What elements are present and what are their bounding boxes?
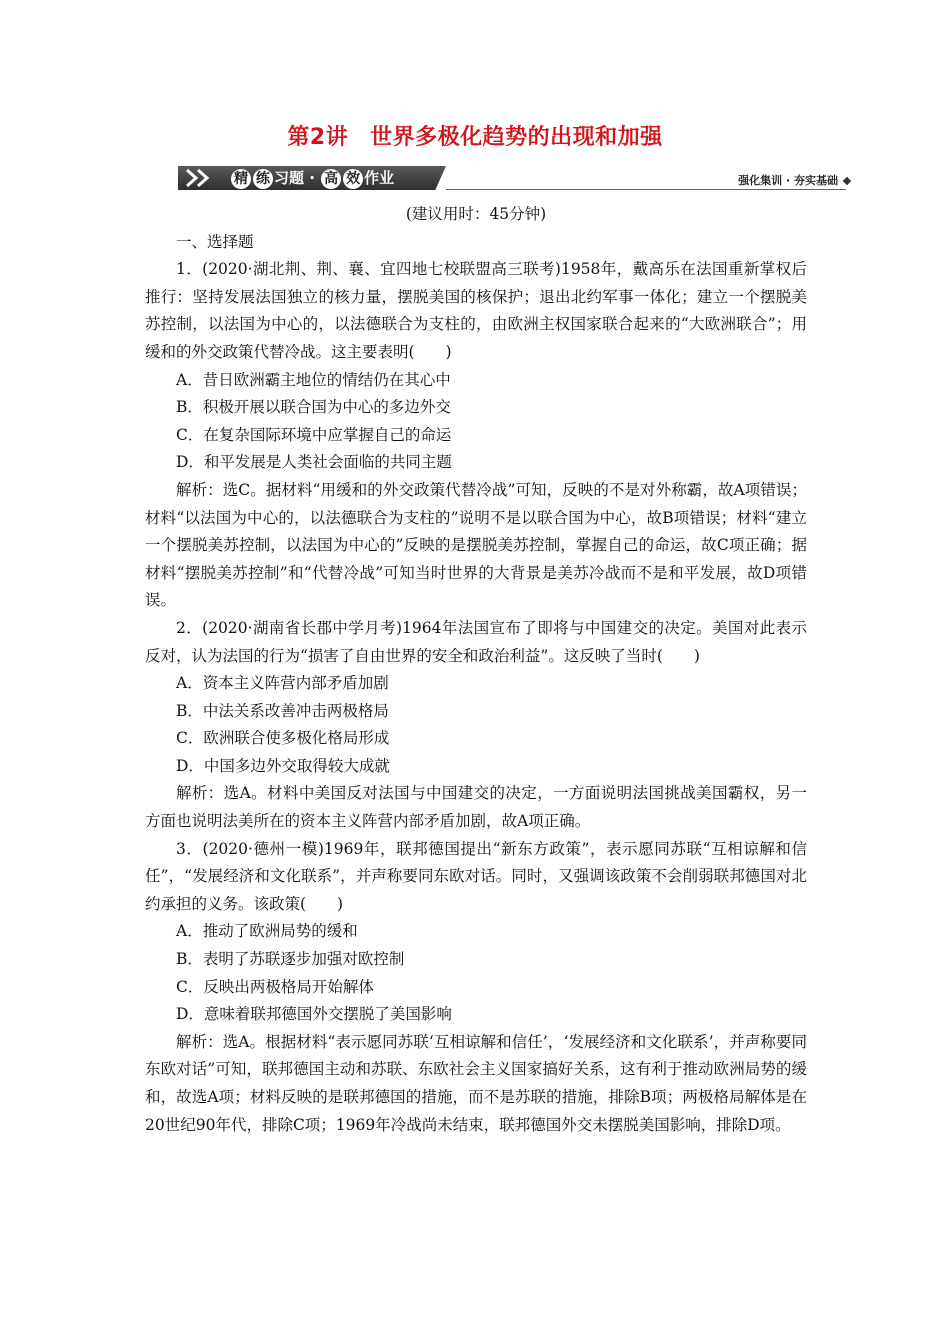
question-stem: 3．(2020·德州一模)1969年，联邦德国提出“新东方政策”，表示愿同苏联“互相谅解和信任”，“发展经济和文化联系”，并声称要同东欧对话。同时，又强调该政策不会削弱联邦德国对北约承担的义务。该政策( ) [145, 839, 807, 913]
title-lesson: 第2讲 [287, 125, 349, 150]
option-d: D．和平发展是人类社会面临的共同主题 [176, 453, 452, 472]
double-chevron-icon [184, 168, 224, 188]
suggested-time: (建议用时：45分钟) [405, 205, 547, 223]
diamond-icon [843, 177, 851, 185]
option-d: D．中国多边外交取得较大成就 [176, 756, 390, 775]
banner-char-1: 精 [231, 169, 251, 189]
option-a: A．资本主义阵营内部矛盾加剧 [176, 674, 389, 693]
option-b: B．中法关系改善冲击两极格局 [176, 701, 389, 720]
option-b: B．积极开展以联合国为中心的多边外交 [176, 398, 451, 417]
option-a: A．昔日欧洲霸主地位的情结仍在其心中 [176, 370, 451, 389]
question-analysis: 解析：选A。材料中美国反对法国与中国建交的决定，一方面说明法国挑战美国霸权，另一方面也说明法美所在的资本主义阵营内部矛盾加剧，故A项正确。 [145, 784, 807, 831]
section-banner [178, 160, 850, 194]
banner-rule [446, 189, 846, 190]
question-stem: 1．(2020·湖北荆、荆、襄、宜四地七校联盟高三联考)1958年，戴高乐在法国重新掌权后推行：坚持发展法国独立的核力量，摆脱美国的核保护；退出北约军事一体化；建立一个摆脱美苏控制，以法国为中心的，以法德联合为支柱的，由欧洲主权国家联合起来的“大欧洲联合”；用缓和的外交政策代替冷战。这主要表明( ) [145, 260, 807, 361]
banner-right-label: 强化集训 · 夯实基础 [738, 172, 850, 188]
option-a: A．推动了欧洲局势的缓和 [176, 922, 358, 941]
section-heading: 一、选择题 [176, 232, 254, 251]
banner-text-2: 作业 [364, 169, 395, 187]
option-c: C．反映出两极格局开始解体 [176, 977, 374, 996]
banner-char-2: 练 [253, 169, 273, 189]
banner-text-1: 习题 · [274, 169, 321, 187]
option-c: C．欧洲联合使多极化格局形成 [176, 729, 390, 748]
question-analysis: 解析：选A。根据材料“表示愿同苏联‘互相谅解和信任’，‘发展经济和文化联系’，并声称要同东欧对话”可知，联邦德国主动和苏联、东欧社会主义国家搞好关系，这有利于推动欧洲局势的缓和，故选A项；材料反映的是联邦德国的措施，而不是苏联的措施，排除B项；两极格局解体是在20世纪90年代，排除C项；1969年冷战尚未结束，联邦德国外交未摆脱美国影响，排除D项。 [145, 1032, 807, 1134]
option-b: B．表明了苏联逐步加强对欧控制 [176, 950, 405, 969]
option-c: C．在复杂国际环境中应掌握自己的命运 [176, 425, 452, 444]
title-main: 世界多极化趋势的出现和加强 [370, 125, 663, 150]
banner-char-4: 效 [343, 169, 363, 189]
question-stem: 2．(2020·湖南省长郡中学月考)1964年法国宣布了即将与中国建交的决定。美国对此表示反对，认为法国的行为“损害了自由世界的安全和政治利益”。这反映了当时( ) [145, 618, 807, 665]
option-d: D．意味着联邦德国外交摆脱了美国影响 [176, 1005, 452, 1024]
banner-label [230, 166, 394, 190]
question-analysis: 解析：选C。据材料“用缓和的外交政策代替冷战”可知，反映的不是对外称霸，故A项错误；材料“以法国为中心的，以法德联合为支柱的”说明不是以联合国为中心，故B项错误；材料“建立一个摆脱美苏控制，以法国为中心的”反映的是摆脱美苏控制，掌握自己的命运，故C项正确；据材料“摆脱美苏控制”和“代替冷战”可知当时世界的大背景是美苏冷战而不是和平发展，故D项错误。 [145, 480, 807, 610]
document-body [145, 201, 807, 1139]
page-title [0, 120, 950, 151]
banner-char-3: 高 [321, 169, 341, 189]
